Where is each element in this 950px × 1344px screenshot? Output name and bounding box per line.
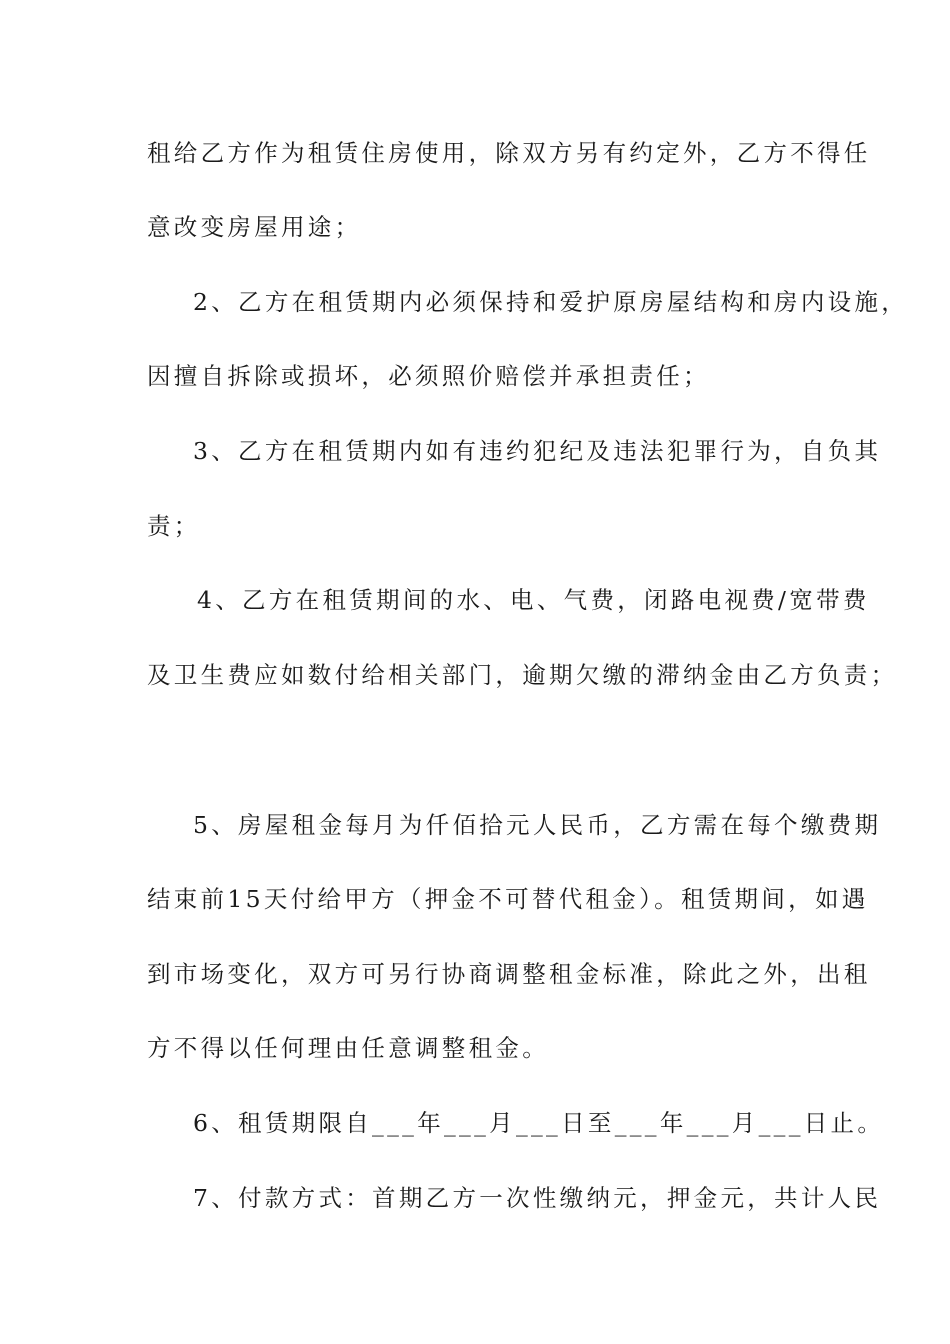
clause-4-line-2: 及卫生费应如数付给相关部门，逾期欠缴的滞纳金由乙方负责； — [147, 661, 898, 689]
clause-2-line-1: 2、乙方在租赁期内必须保持和爱护原房屋结构和房内设施， — [193, 288, 909, 316]
clause-7-line-1: 7、付款方式：首期乙方一次性缴纳元，押金元，共计人民 — [193, 1184, 882, 1212]
clause-6-line-1: 6、租赁期限自___年___月___日至___年___月___日止。 — [193, 1109, 885, 1137]
clause-3-line-2: 责； — [147, 512, 201, 540]
clause-5-line-4: 方不得以任何理由任意调整租金。 — [147, 1034, 549, 1062]
clause-2-line-2: 因擅自拆除或损坏，必须照价赔偿并承担责任； — [147, 362, 710, 390]
clause-4-line-1: 4、乙方在租赁期间的水、电、气费，闭路电视费/宽带费 — [197, 586, 870, 614]
clause-3-line-1: 3、乙方在租赁期内如有违约犯纪及违法犯罪行为，自负其 — [193, 437, 882, 465]
clause-1-continued-line-2: 意改变房屋用途； — [147, 213, 362, 241]
clause-5-line-2: 结束前15天付给甲方（押金不可替代租金）。租赁期间，如遇 — [147, 885, 869, 913]
clause-5-line-3: 到市场变化，双方可另行协商调整租金标准，除此之外，出租 — [147, 960, 871, 988]
clause-1-continued-line-1: 租给乙方作为租赁住房使用，除双方另有约定外，乙方不得任 — [147, 139, 871, 167]
clause-5-line-1: 5、房屋租金每月为仟佰拾元人民币，乙方需在每个缴费期 — [193, 811, 882, 839]
